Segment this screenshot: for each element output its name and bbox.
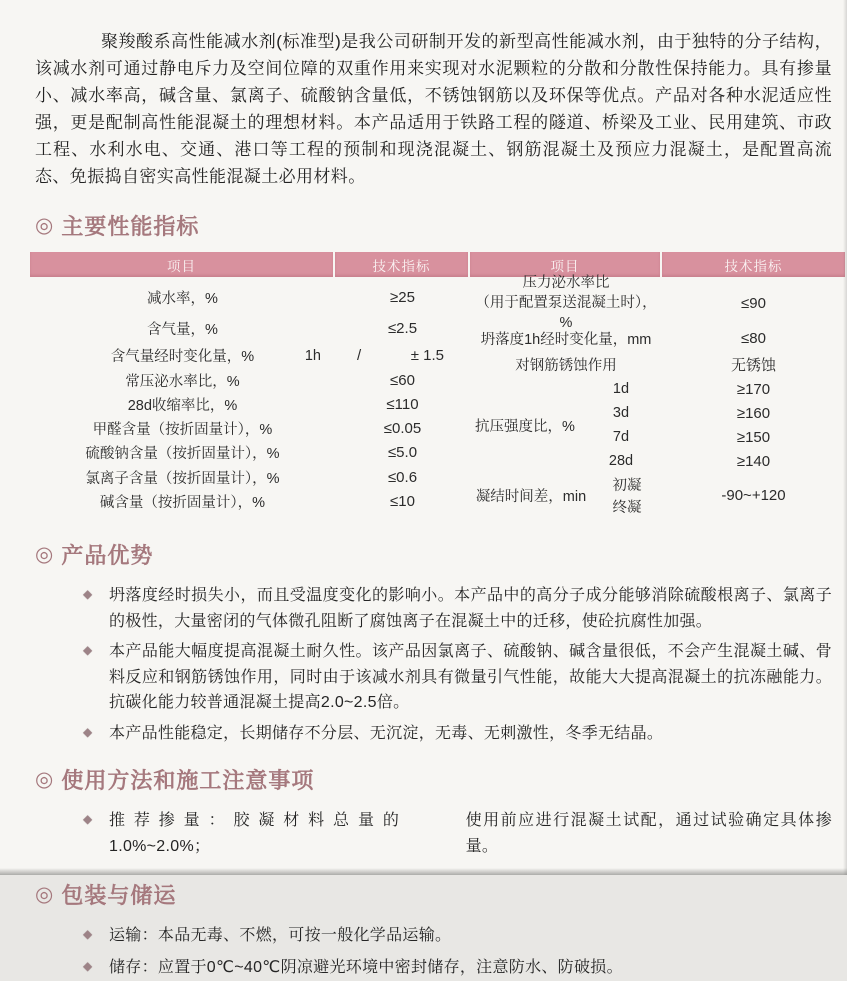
- trial-note-text: 使用前应进行混凝土试配，通过试验确定具体掺量。: [466, 808, 832, 859]
- table-header-cell: 技术指标: [335, 252, 470, 277]
- row-value-text: ± 1.5: [411, 347, 444, 364]
- list-item-text: 本产品能大幅度提高混凝土耐久性。该产品因氯离子、硫酸钠、碱含量很低，不会产生混凝土碱、骨料反应和钢筋锈蚀作用，同时由于该减水剂具有微量引气性能，故能大大提高混凝土的抗冻融能力。抗碳化能力较普通混凝土提高2.0~2.5倍。: [109, 639, 832, 716]
- setting-time-group: [470, 473, 845, 517]
- diamond-bullet-icon: ◆: [83, 639, 109, 657]
- row-value: ≤10: [335, 493, 470, 510]
- dosage-text: 推荐掺量：胶凝材料总量的1.0%~2.0%；: [109, 808, 399, 859]
- table-right-half: [470, 281, 845, 517]
- table-body: [30, 277, 845, 517]
- row-label: 含气量，%: [30, 318, 335, 339]
- row-value: -90~+120: [662, 473, 845, 517]
- section-heading-advantages: [35, 539, 832, 570]
- row-value: ≥170: [662, 377, 845, 401]
- row-label: 甲醛含量（按折固量计），%: [30, 418, 335, 439]
- row-value: ≤90: [662, 295, 845, 312]
- setting-label: 终凝: [592, 495, 662, 517]
- list-item-text: [109, 808, 832, 859]
- list-item: [35, 923, 832, 950]
- table-row: [30, 313, 470, 343]
- list-item-text: 坍落度经时损失小，而且受温度变化的影响小。本产品中的高分子成分能够消除硫酸根离子、氯离子的极性，大量密闭的气体微孔阻断了腐蚀离子在混凝土中的迁移，使砼抗腐性加强。: [109, 583, 832, 634]
- section-heading-performance: [35, 210, 832, 241]
- slash-text: /: [357, 347, 361, 364]
- row-value: 无锈蚀: [662, 354, 845, 375]
- row-value: ≤2.5: [335, 320, 470, 337]
- row-value: [335, 347, 470, 364]
- section-heading-usage: [35, 764, 832, 795]
- table-row: [30, 416, 470, 440]
- usage-list: [35, 808, 832, 859]
- row-label: 氯离子含量（按折固量计），%: [30, 467, 335, 488]
- diamond-bullet-icon: ◆: [83, 923, 109, 941]
- table-row: [30, 368, 470, 392]
- row-label: [30, 345, 335, 366]
- table-left-half: [30, 281, 470, 517]
- advantages-list: [35, 583, 832, 746]
- section-title: 产品优势: [61, 539, 153, 570]
- bullseye-icon: ◎: [35, 542, 54, 567]
- storage-text: 储存：应置于0℃~40℃阴凉避光环境中密封储存，注意防水、防破损。: [109, 955, 832, 981]
- row-label-line1: 压力泌水率比: [523, 273, 610, 293]
- row-label-line2: （用于配置泵送混凝土时），%: [470, 293, 662, 333]
- performance-table: [30, 252, 845, 517]
- age-label: 7d: [580, 425, 662, 449]
- group-sub-labels: [592, 473, 662, 517]
- row-label: 坍落度1h经时变化量，mm: [470, 328, 662, 349]
- table-header-cell: 技术指标: [662, 252, 845, 277]
- packaging-list: [35, 923, 832, 981]
- list-item: [35, 721, 832, 747]
- row-label: 常压泌水率比，%: [30, 370, 335, 391]
- table-row: [30, 465, 470, 490]
- age-label: 3d: [580, 401, 662, 425]
- table-row: [470, 325, 845, 351]
- diamond-bullet-icon: ◆: [83, 808, 109, 826]
- spacer: [399, 808, 465, 859]
- compressive-strength-group: [470, 377, 845, 473]
- section-title: 主要性能指标: [61, 210, 199, 241]
- bullseye-icon: ◎: [35, 213, 54, 238]
- row-label: 对钢筋锈蚀作用: [470, 354, 662, 375]
- group-values: [662, 377, 845, 473]
- table-row: [470, 351, 845, 377]
- row-value: ≥150: [662, 425, 845, 449]
- bullseye-icon: ◎: [35, 767, 54, 792]
- row-value: ≤0.05: [335, 420, 470, 437]
- row-value: ≥160: [662, 401, 845, 425]
- row-value: ≥25: [335, 289, 470, 306]
- age-label: 1d: [580, 377, 662, 401]
- row-value: ≤80: [662, 330, 845, 347]
- row-value: ≤5.0: [335, 444, 470, 461]
- table-header-cell: 项目: [30, 252, 335, 277]
- row-label: 硫酸钠含量（按折固量计），%: [30, 442, 335, 463]
- bullseye-icon: ◎: [35, 882, 54, 907]
- group-label: 抗压强度比，%: [470, 377, 580, 473]
- diamond-bullet-icon: ◆: [83, 583, 109, 601]
- row-value: ≤0.6: [335, 469, 470, 486]
- list-item: [35, 955, 832, 981]
- table-row: [470, 281, 845, 325]
- setting-label: 初凝: [592, 473, 662, 495]
- group-label: 凝结时间差，min: [470, 473, 592, 517]
- list-item: [35, 808, 832, 859]
- table-row: [30, 343, 470, 368]
- row-value: ≥140: [662, 449, 845, 473]
- row-value: ≤110: [335, 396, 470, 413]
- row-label: 碱含量（按折固量计），%: [30, 491, 335, 512]
- row-label: 28d收缩率比，%: [30, 394, 335, 415]
- table-row: [30, 392, 470, 416]
- table-row: [30, 490, 470, 513]
- section-heading-packaging: [35, 879, 832, 910]
- table-row: [30, 440, 470, 465]
- list-item: [35, 639, 832, 716]
- transport-text: 运输：本品无毒、不燃，可按一般化学品运输。: [109, 923, 832, 950]
- age-label: 28d: [580, 449, 662, 473]
- row-label: 减水率，%: [30, 287, 335, 308]
- list-item-text: 本产品性能稳定，长期储存不分层、无沉淀，无毒、无刺激性，冬季无结晶。: [109, 721, 832, 747]
- row-sublabel: 1h: [305, 348, 321, 364]
- table-header-row: [30, 252, 845, 277]
- row-value: ≤60: [335, 372, 470, 389]
- table-header-cell: 项目: [470, 252, 662, 277]
- diamond-bullet-icon: ◆: [83, 721, 109, 739]
- row-label: [470, 273, 662, 333]
- intro-paragraph: 聚羧酸系高性能减水剂(标准型)是我公司研制开发的新型高性能减水剂，由于独特的分子结构，该减水剂可通过静电斥力及空间位障的双重作用来实现对水泥颗粒的分散和分散性保持能力。具有掺量小、减水率高，碱含量、氯离子、硫酸钠含量低，不锈蚀钢筋以及环保等优点。产品对各种水泥适应性强，更是配制高性能混凝土的理想材料。本产品适用于铁路工程的隧道、桥梁及工业、民用建筑、市政工程、水利水电、交通、港口等工程的预制和现浇混凝土、钢筋混凝土及预应力混凝土，是配置高流态、免振捣自密实高性能混凝土必用材料。: [35, 28, 832, 190]
- group-sub-labels: [580, 377, 662, 473]
- row-label-text: 含气量经时变化量，%: [111, 345, 254, 366]
- section-title: 包装与储运: [61, 879, 176, 910]
- section-title: 使用方法和施工注意事项: [61, 764, 314, 795]
- diamond-bullet-icon: ◆: [83, 955, 109, 973]
- table-row: [30, 281, 470, 313]
- list-item: [35, 583, 832, 634]
